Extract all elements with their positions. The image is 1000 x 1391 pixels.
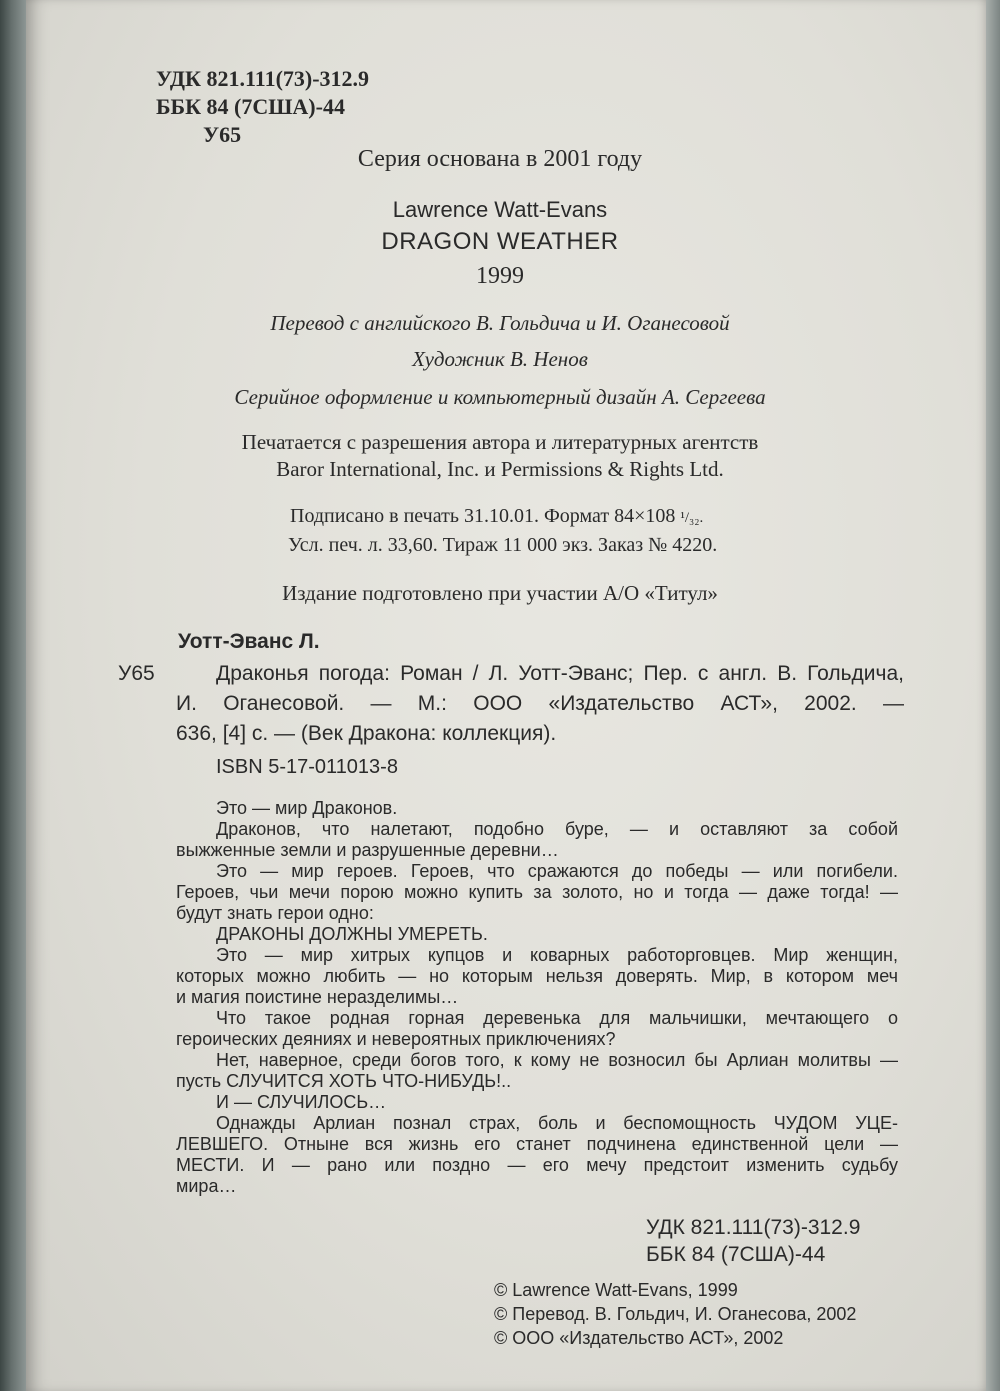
annotation-line: пусть СЛУЧИТСЯ ХОТЬ ЧТО-НИБУДЬ!.. [176,1071,512,1091]
annotation-line: Это — мир Драконов. [216,798,398,818]
print-info-line-2: Усл. печ. л. 33,60. Тираж 11 000 экз. Заказ № 4220. [288,534,718,556]
annotation-line: героических деяниях и невероятных приключениях? [176,1029,616,1049]
permission-line-2: Baror International, Inc. и Permissions & Rights Ltd. [276,457,724,481]
catalog-line-3: 636, [4] с. — (Век Дракона: коллекция). [176,722,557,745]
annotation-line: выжженные земли и разрушенные деревни… [176,840,559,860]
author-mark-top: У65 [203,122,242,147]
annotation-line: мира… [176,1176,237,1196]
annotation-text [176,798,898,1197]
isbn: ISBN 5-17-011013-8 [216,756,398,778]
catalog-line-1: Драконья погода: Роман / Л. Уотт-Эванс; Пер. с англ. В. Гольдича, [216,662,904,685]
annotation-line: Драконов, что налетают, подобно буре, — и оставляют за собой [216,819,898,839]
translation-credit: Перевод с английского В. Гольдича и И. Оганесовой [270,311,730,335]
print-info-text: Подписано в печать 31.10.01. Формат 84×108 [290,505,676,527]
print-format-fraction: ¹/₃₂. [680,510,704,526]
annotation-line: Это — мир хитрых купцов и коварных работорговцев. Мир женщин, [216,945,898,965]
original-author: Lawrence Watt-Evans [392,197,608,222]
series-note: Серия основана в 2001 году [357,146,643,172]
original-year: 1999 [476,263,524,289]
artist-credit: Художник В. Ненов [412,347,588,371]
annotation-line: МЕСТИ. И — рано или поздно — его мечу предстоит изменить судьбу [176,1155,898,1175]
annotation-line: И — СЛУЧИЛОСЬ… [216,1092,387,1112]
annotation-line: Это — мир героев. Героев, что сражаются до победы — или погибели. [216,861,898,881]
catalog-heading: Уотт-Эванс Л. [178,630,320,653]
annotation-line: Героев, чьи мечи порою можно купить за золото, но и тогда — даже тогда! — [176,882,898,902]
book-binding-left [0,0,26,1391]
annotation-line: ДРАКОНЫ ДОЛЖНЫ УМЕРЕТЬ. [216,924,488,944]
annotation-line: Однажды Арлиан познал страх, боль и беспомощность ЧУДОМ УЦЕ- [216,1113,898,1133]
prepared-note: Издание подготовлено при участии А/О «Титул» [282,581,718,605]
permission-line-1: Печатается с разрешения автора и литературных агентств [241,430,759,454]
book-edge-right [986,0,1000,1391]
copyright-line: © Перевод. В. Гольдич, И. Оганесова, 2002 [494,1304,857,1324]
catalog-line-2: И. Оганесовой. — М.: ООО «Издательство АСТ», 2002. — [176,692,904,715]
udk-code-top: УДК 821.111(73)-312.9 [156,66,370,91]
bbk-code-top: ББК 84 (7США)-44 [156,94,345,119]
copyright-line: © ООО «Издательство АСТ», 2002 [494,1328,784,1348]
annotation-line: будут знать герои одно: [176,903,374,923]
annotation-line: и магия поистине неразделимы… [176,987,459,1007]
design-credit: Серийное оформление и компьютерный дизайн А. Сергеева [234,385,766,409]
annotation-line: ЛЕВШЕГО. Отныне вся жизнь его станет подчинена единственной цели — [176,1134,898,1154]
annotation-line: которых можно любить — но которым нельзя доверять. Мир, в котором меч [176,966,898,986]
copyright-line: © Lawrence Watt-Evans, 1999 [494,1280,738,1300]
annotation-line: Нет, наверное, среди богов того, к кому не возносил бы Арлиан молитвы — [216,1050,898,1070]
udk-code-bottom: УДК 821.111(73)-312.9 [646,1216,861,1239]
print-info-line-1 [290,505,703,528]
bbk-code-bottom: ББК 84 (7США)-44 [646,1243,826,1266]
original-title: DRAGON WEATHER [381,228,619,255]
annotation-line: Что такое родная горная деревенька для мальчишки, мечтающего о [216,1008,898,1028]
catalog-mark: У65 [118,662,155,685]
